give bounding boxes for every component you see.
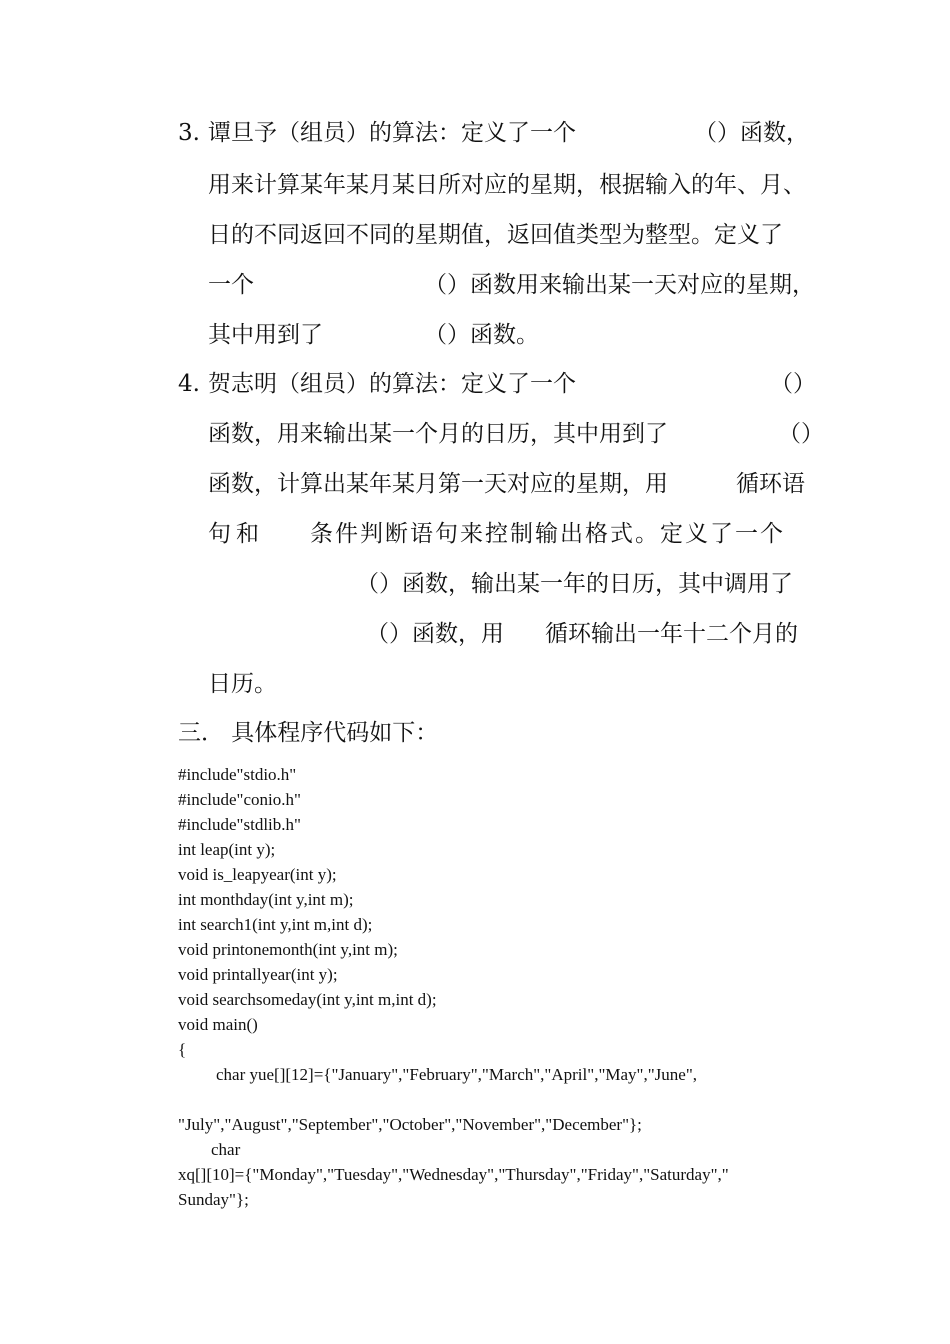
code-line: int leap(int y); [178,840,276,859]
code-line: #include"stdlib.h" [178,815,301,834]
code-line: void printallyear(int y); [178,965,338,984]
item-4-line-4a: 句和 [208,521,264,547]
item-4-line-2b: （） [778,421,824,447]
code-line-blank [178,1087,818,1112]
code-line: #include"stdio.h" [178,765,297,784]
item-3-line-4a: 一个 [208,272,254,298]
code-line: #include"conio.h" [178,790,301,809]
item-3-line-4b: （）函数用来输出某一天对应的星期， [424,272,815,298]
item-4-line-1b: （） [770,371,816,397]
item-3-line-1b: （）函数， [694,120,809,146]
code-line: { [178,1040,187,1059]
item-4-line-6a: （）函数，用 [366,621,504,647]
item-4-line-1a: 贺志明（组员）的算法：定义了一个 [208,371,576,397]
item-3-line-5a: 其中用到了 [208,322,323,348]
code-line: char yue[][12]={"January","February","March","April","May","June", [216,1065,698,1084]
item-3-line-2: 用来计算某年某月某日所对应的星期，根据输入的年、月、 [208,172,806,198]
item-3-number: 3. [178,120,200,146]
code-line: void searchsomeday(int y,int m,int d); [178,990,437,1009]
code-line: char [211,1140,241,1159]
code-block [178,762,818,1212]
code-line: int monthday(int y,int m); [178,890,354,909]
code-line: int search1(int y,int m,int d); [178,915,373,934]
item-4-line-3a: 函数，计算出某年某月第一天对应的星期，用 [208,471,668,497]
code-line: void printonemonth(int y,int m); [178,940,398,959]
code-line: Sunday"}; [178,1190,249,1209]
item-4-line-3b: 循环语 [736,471,805,497]
item-4-number: 4. [178,371,200,397]
item-3-line-3: 日的不同返回不同的星期值，返回值类型为整型。定义了 [208,222,783,248]
section-heading: 三． 具体程序代码如下： [178,720,439,746]
code-line: "July","August","September","October","November","December"}; [178,1115,642,1134]
item-4-line-5: （）函数，输出某一年的日历，其中调用了 [356,571,793,597]
code-line: void main() [178,1015,258,1034]
code-line: xq[][10]={"Monday","Tuesday","Wednesday","Thursday","Friday","Saturday"," [178,1165,729,1184]
item-3-line-5b: （）函数。 [424,322,539,348]
item-4-line-2a: 函数，用来输出某一个月的日历，其中用到了 [208,421,668,447]
item-4-line-6b: 循环输出一年十二个月的 [545,621,798,647]
code-line: void is_leapyear(int y); [178,865,337,884]
item-3-line-1a: 谭旦予（组员）的算法：定义了一个 [208,120,576,146]
item-4-line-4b: 条件判断语句来控制输出格式。定义了一个 [310,521,785,547]
item-4-line-7: 日历。 [208,671,277,697]
